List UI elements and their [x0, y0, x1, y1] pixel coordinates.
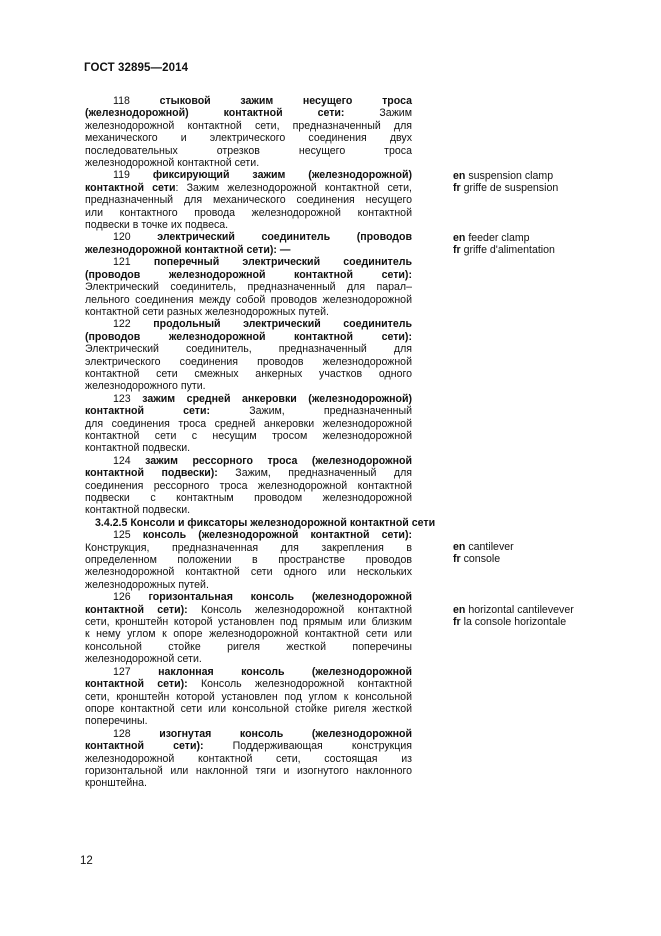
term-entry-128: 128 изогнутая консоль (железнодорожной контактной сети): Поддерживающая конструкция железнодорожной контактной сети, состоящая из горизонтальной или наклонной тяги и изогнутого наклонного кронштейна. — [85, 727, 413, 790]
equivalent-126: en horizontal cantilevever fr la console horizontale — [453, 604, 574, 629]
term-number: 126 — [113, 591, 131, 604]
term-entry-118: 118 стыковой зажим несущего троса (железнодорожной) контактной сети: Зажим железнодорожной контактной сети, предназначенный для механического и электрического соединения двух последовательных отрезков несущего троса железнодорожной контактной сети. — [85, 95, 412, 170]
term-number: 119 — [113, 169, 130, 182]
term-number: 123 — [113, 392, 131, 405]
equivalent-125: en cantilever fr console — [453, 541, 514, 566]
term-number: 124 — [113, 454, 131, 467]
page-number: 12 — [80, 855, 93, 867]
term-entry-119: 119 фиксирующий зажим (железнодорожной) контактной сети: Зажим железнодорожной контактной сети, предназначенный для механического соединения несущего или контактного провода железнодорожной контактной подвески в точке их подвеса. — [85, 169, 412, 232]
terms-column — [85, 95, 436, 790]
term-entry-120: 120 электрический соединитель (проводов железнодорожной контактной сети): — — [85, 231, 412, 256]
term-entry-126: 126 горизонтальная консоль (железнодорожной контактной сети): Консоль железнодорожной контактной сети, кронштейн которой установлен под прямым или близким к нему углом к опоре железнодорожной контактной сети или консольной стойке ригеля жесткой поперечины железнодорожной сети. — [85, 591, 412, 666]
term-number: 122 — [113, 318, 131, 331]
term-number: 118 — [113, 95, 130, 107]
section-heading: 3.4.2.5 Консоли и фиксаторы железнодорожной контактной сети — [95, 516, 436, 529]
term-entry-121: 121 поперечный электрический соединитель (проводов железнодорожной контактной сети): Электрический соединитель, предназначенный для парал– лельного соединения между собой проводов железнодорожной контактной сети разных железнодорожных путей. — [85, 256, 412, 318]
term-number: 127 — [113, 665, 131, 678]
term-entry-124: 124 зажим рессорного троса (железнодорожной контактной подвески): Зажим, предназначенный для соединения рессорного троса железнодорожной контактной подвески с контактным проводом железнодорожной контактной подвески. — [85, 454, 412, 517]
term-number: 128 — [113, 727, 131, 740]
standard-header: ГОСТ 32895—2014 — [84, 62, 189, 74]
equivalent-119: en suspension clamp fr griffe de suspension — [453, 170, 559, 195]
term-number: 125 — [113, 529, 131, 542]
term-entry-123: 123 зажим средней анкеровки (железнодорожной) контактной сети: Зажим, предназначенный для соединения троса средней анкеровки железнодорожной контактной сети с несущим тросом железнодорожной контактной подвески. — [85, 392, 412, 455]
term-entry-122: 122 продольный электрический соединитель (проводов железнодорожной контактной сети): Электрический соединитель, предназначенный для электрического соединения проводов железнодорожной контактной сети смежных анкерных участков одного железнодорожного пути. — [85, 318, 412, 393]
term-entry-125: 125 консоль (железнодорожной контактной сети): Конструкция, предназначенная для закрепления в определенном положении в пространстве проводов железнодорожной контактной сети одного или нескольких железнодорожных путей. — [85, 529, 413, 591]
equivalent-120: en feeder clamp fr griffe d'alimentation — [453, 232, 555, 257]
term-entry-127: 127 наклонная консоль (железнодорожной контактной сети): Консоль железнодорожной контактной сети, кронштейн которой установлен под углом к консольной опоре контактной сети или консольной стойке ригеля жесткой поперечины. — [85, 665, 412, 728]
term-number: 120 — [113, 231, 131, 244]
term-number: 121 — [113, 256, 131, 269]
